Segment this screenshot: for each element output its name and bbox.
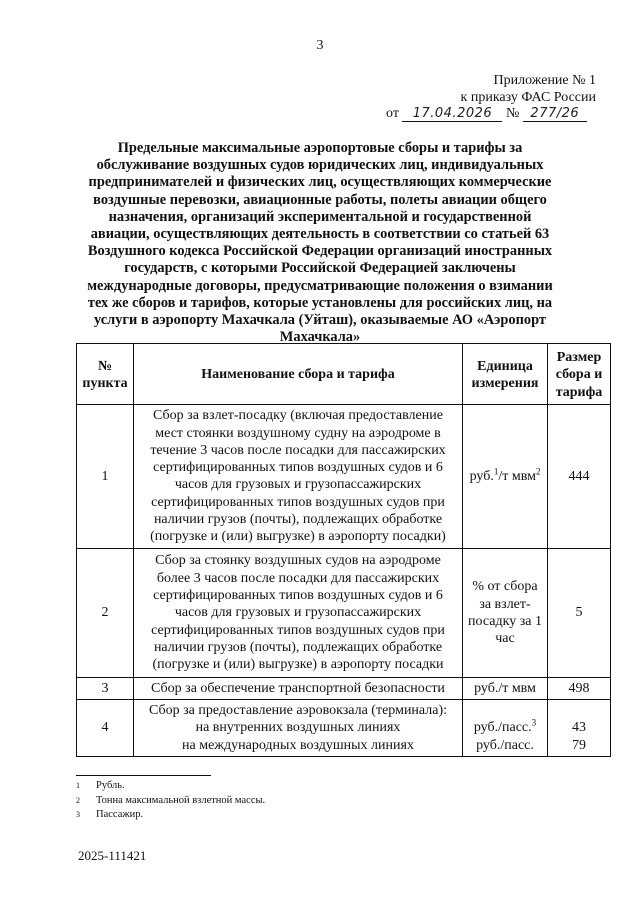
footnote-ref: 3 — [531, 717, 537, 728]
row-num: 2 — [77, 548, 134, 677]
number-label: № — [505, 106, 520, 121]
from-label: от — [386, 106, 399, 121]
appendix-order-ref: к приказу ФАС России — [460, 90, 596, 105]
document-title: Предельные максимальные аэропортовые сборы и тарифы за обслуживание воздушных судов юридических лиц, индивидуальных предпринимателей и физических лиц, осуществляющих коммерческие воздушные перевозки, авиационные работы, полеты авиации общего назначения, организаций экспериментальной и государственной авиации, осуществляющих деятельность в соответствии со статьей 63 Воздушного кодекса Российской Федерации организаций иностранных государств, с которыми Российской Федерацией заключены международные договоры, предусматривающие положения о взимании тех же сборов и тарифов, которые установлены для российских лиц, на услуги в аэропорту Махачкала (Уйташ), оказываемые АО «Аэропорт Махачкала» — [87, 140, 553, 346]
row-value: 444 — [548, 404, 611, 548]
row-num: 3 — [77, 677, 134, 699]
appendix-label: Приложение № 1 — [493, 73, 596, 88]
document-code: 2025-111421 — [78, 848, 147, 863]
row-value-domestic: 43 — [572, 720, 586, 736]
table-row — [77, 548, 611, 677]
table-row — [77, 700, 611, 757]
handwritten-order-number: 277/26 — [523, 106, 587, 122]
footnote-ref: 2 — [535, 466, 541, 477]
header-value: Размер сбора и тарифа — [548, 344, 611, 405]
row-unit-domestic: руб./пасс. — [473, 720, 532, 736]
footnote-number: 1 — [76, 781, 80, 790]
footnote-text: Рубль. — [96, 780, 125, 791]
row-value: 498 — [548, 677, 611, 699]
row-value: 5 — [548, 548, 611, 677]
footnote-item — [76, 808, 265, 823]
footnote-item — [76, 779, 265, 794]
row-unit: руб.$^1$/т мвм$^2$ — [463, 404, 548, 548]
row-name: Сбор за взлет-посадку (включая предоставление мест стоянки воздушному судну на аэродроме в течение 3 часов после посадки для пассажирских сертифицированных типов воздушных судов и 6 часов для грузовых и грузопассажирских сертифицированных типов воздушных судов при наличии грузов (почты), подлежащих обработке (погрузке и (или) выгрузке) в аэропорту посадки) — [134, 404, 463, 548]
row-unit — [463, 700, 548, 757]
row-unit: % от сбора за взлет-посадку за 1 час — [463, 548, 548, 677]
footnote-ref: 1 — [493, 466, 499, 477]
table-row — [77, 404, 611, 548]
footnote-item — [76, 794, 265, 809]
footnote-number: 3 — [76, 810, 80, 819]
page-number: 3 — [316, 38, 324, 53]
header-name: Наименование сбора и тарифа — [134, 344, 463, 405]
footnotes — [76, 779, 265, 823]
row-value-international: 79 — [572, 737, 586, 753]
footnote-text: Пассажир. — [96, 809, 144, 820]
appendix-header — [461, 72, 596, 106]
row-name: Сбор за стоянку воздушных судов на аэродроме более 3 часов после посадки для пассажирских сертифицированных типов воздушных судов и 6 часов для грузовых и грузопассажирских сертифицированных типов воздушных судов при наличии грузов (почты), подлежащих обработке (погрузке и (или) выгрузке) в аэропорту посадки — [134, 548, 463, 677]
row-unit-international: руб./пасс. — [476, 737, 534, 753]
header-num: № пункта — [77, 344, 134, 405]
row-subitem-international: на международных воздушных линиях — [182, 737, 414, 753]
row-unit: руб./т мвм — [463, 677, 548, 699]
row-num: 1 — [77, 404, 134, 548]
row-subitem-domestic: на внутренних воздушных линиях — [195, 720, 401, 736]
tariffs-table — [76, 343, 611, 757]
row-value — [548, 700, 611, 757]
footnote-number: 2 — [76, 795, 80, 805]
row-name: Сбор за обеспечение транспортной безопасности — [134, 677, 463, 699]
handwritten-date: 17.04.2026 — [402, 106, 502, 122]
footnote-text: Тонна максимальной взлетной массы. — [96, 794, 266, 806]
order-date-number-line — [386, 106, 601, 122]
table-header-row — [77, 344, 611, 405]
header-unit: Единица измерения — [463, 344, 548, 405]
row-name — [134, 700, 463, 757]
table-row — [77, 677, 611, 699]
row-name-main: Сбор за предоставление аэровокзала (терминала): — [148, 703, 448, 719]
footnote-divider — [76, 775, 211, 776]
row-num: 4 — [77, 700, 134, 757]
